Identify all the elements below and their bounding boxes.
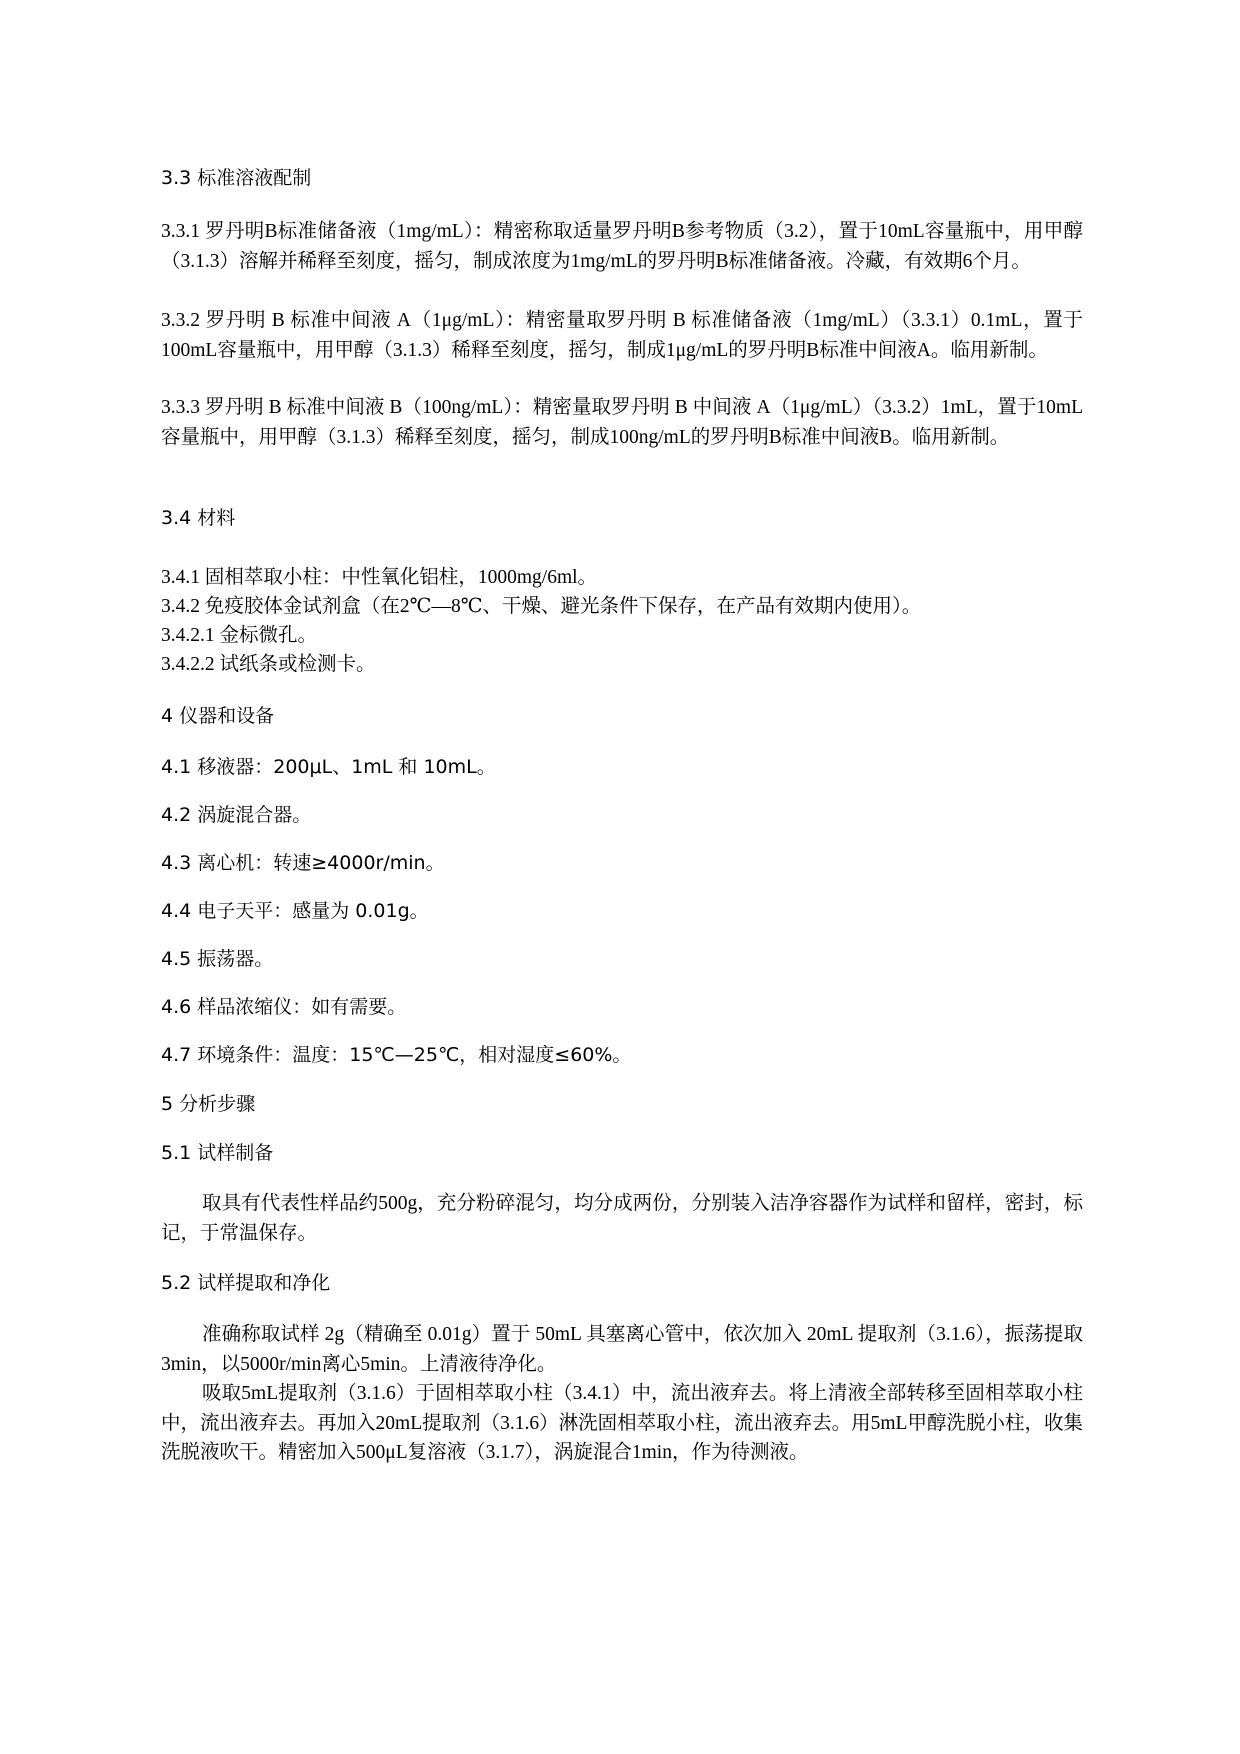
list-item: 4.3 离心机：转速≥4000r/min。: [161, 852, 445, 874]
paragraph-3-3-1: 3.3.1 罗丹明B标准储备液（1mg/mL）：精密称取适量罗丹明B参考物质（3.2），置于10mL容量瓶中，用甲醇（3.1.3）溶解并稀释至刻度，摇匀，制成浓度为1mg/mL的罗丹明B标准储备液。冷藏，有效期6个月。: [161, 221, 1083, 272]
list-item: 3.4.2.1 金标微孔。: [161, 625, 318, 646]
paragraph-5-1: 取具有代表性样品约500g，充分粉碎混匀，均分成两份，分别装入洁净容器作为试样和留样，密封，标记，于常温保存。: [161, 1193, 1083, 1244]
list-item: 4.7 环境条件：温度：15℃—25℃，相对湿度≤60%。: [161, 1044, 632, 1066]
list-item: 4.2 涡旋混合器。: [161, 804, 312, 826]
section-5-2-heading: 5.2 试样提取和净化: [161, 1272, 331, 1294]
list-item: 3.4.1 固相萃取小柱：中性氧化铝柱，1000mg/6ml。: [161, 567, 598, 588]
list-item: 4.4 电子天平：感量为 0.01g。: [161, 900, 429, 922]
paragraph-5-2-2: 吸取5mL提取剂（3.1.6）于固相萃取小柱（3.4.1）中，流出液弃去。将上清液全部转移至固相萃取小柱中，流出液弃去。再加入20mL提取剂（3.1.6）淋洗固相萃取小柱，流出液弃去。用5mL甲醇洗脱小柱，收集洗脱液吹干。精密加入500μL复溶液（3.1.7），涡旋混合1min，作为待测液。: [161, 1383, 1083, 1463]
section-4-heading: 4 仪器和设备: [161, 705, 275, 727]
section-3-3-heading: 3.3 标准溶液配制: [161, 167, 312, 189]
list-item: 3.4.2.2 试纸条或检测卡。: [161, 654, 376, 675]
list-item: 4.1 移液器：200μL、1mL 和 10mL。: [161, 756, 496, 778]
paragraph-3-3-3: 3.3.3 罗丹明 B 标准中间液 B（100ng/mL）：精密量取罗丹明 B 中间液 A（1μg/mL）（3.3.2）1mL，置于10mL容量瓶中，用甲醇（3.1.3）稀释至刻度，摇匀，制成100ng/mL的罗丹明B标准中间液B。临用新制。: [161, 397, 1083, 448]
section-5-1-heading: 5.1 试样制备: [161, 1142, 274, 1164]
paragraph-5-2-1: 准确称取试样 2g（精确至 0.01g）置于 50mL 具塞离心管中，依次加入 20mL 提取剂（3.1.6），振荡提取3min，以5000r/min离心5min。上清液待净化。: [161, 1324, 1083, 1375]
list-item: 4.6 样品浓缩仪：如有需要。: [161, 996, 407, 1018]
paragraph-3-3-2: 3.3.2 罗丹明 B 标准中间液 A（1μg/mL）：精密量取罗丹明 B 标准储备液（1mg/mL）（3.3.1）0.1mL，置于100mL容量瓶中，用甲醇（3.1.3）稀释至刻度，摇匀，制成1μg/mL的罗丹明B标准中间液A。临用新制。: [161, 310, 1083, 361]
section-5-heading: 5 分析步骤: [161, 1093, 256, 1115]
list-item: 3.4.2 免疫胶体金试剂盒（在2℃—8℃、干燥、避光条件下保存，在产品有效期内使用）。: [161, 596, 922, 617]
list-item: 4.5 振荡器。: [161, 948, 274, 970]
section-3-4-heading: 3.4 材料: [161, 507, 236, 529]
